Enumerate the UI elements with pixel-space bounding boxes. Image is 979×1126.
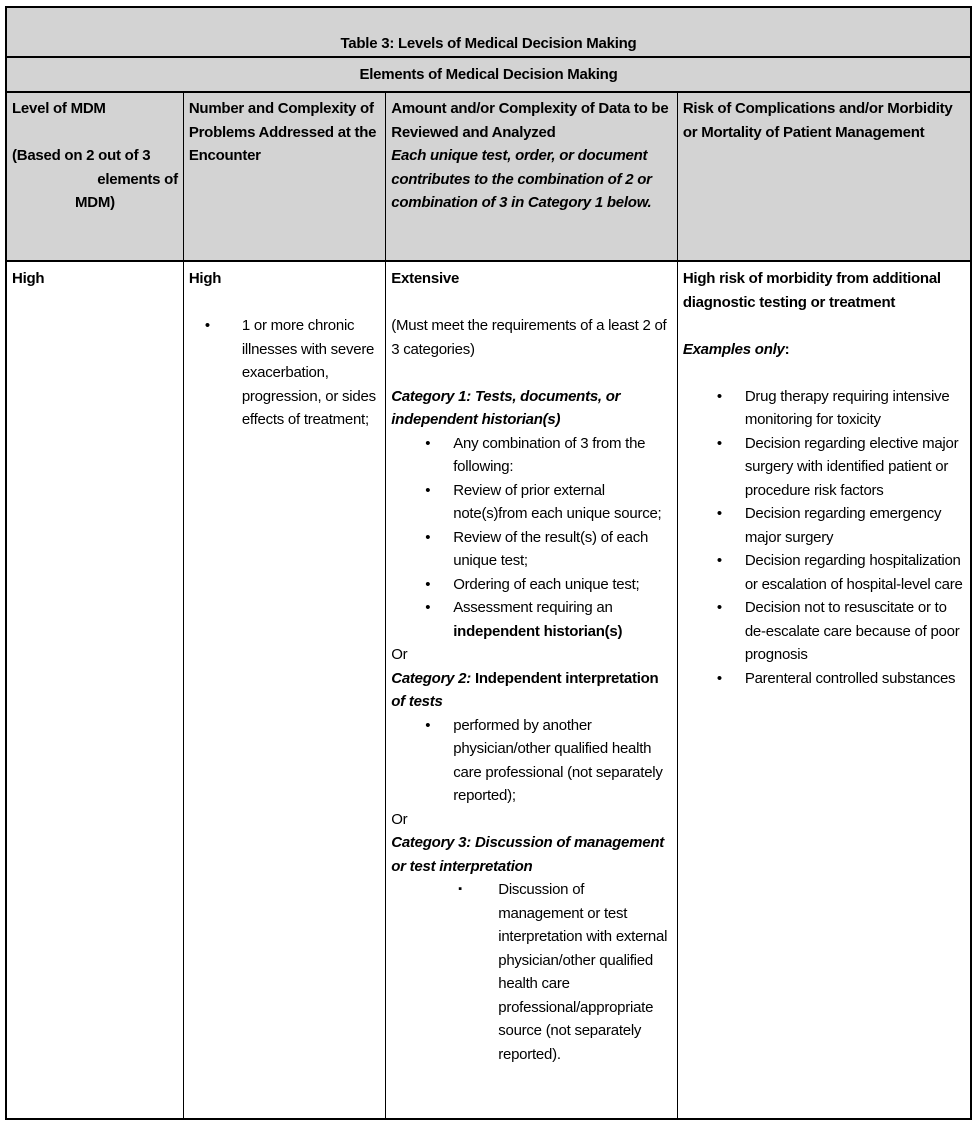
column-header-row <box>6 92 971 261</box>
text-run: High <box>188 270 222 287</box>
blank-line <box>189 291 380 315</box>
paragraph <box>12 168 178 192</box>
bullet-icon: • <box>716 387 722 405</box>
bullet-text <box>745 549 965 596</box>
paragraph <box>391 643 672 667</box>
text-run: Any combination of 3 from the following: <box>453 434 646 475</box>
table-row-high <box>6 261 971 1119</box>
bullet-icon: • <box>425 716 431 734</box>
bullet-item <box>391 596 672 643</box>
paragraph <box>189 267 380 291</box>
text-run: of tests <box>391 693 443 710</box>
bullet-item <box>391 878 672 1066</box>
paragraph <box>12 144 178 168</box>
text-run: performed by another physician/other qualified health care professional (not separately reported); <box>453 716 663 804</box>
bullet-item <box>683 667 965 691</box>
text-run: Drug therapy requiring intensive monitoring for toxicity <box>744 387 950 428</box>
bullet-text <box>745 502 965 549</box>
bullet-icon: • <box>716 434 722 452</box>
text-run: Assessment requiring an <box>453 599 613 616</box>
text-run: Decision regarding hospitalization or escalation of hospital-level care <box>744 552 963 593</box>
body-cell-risk <box>677 261 971 1119</box>
bullet-item <box>683 502 965 549</box>
body-cell-problems-addressed <box>183 261 385 1119</box>
bullet-item <box>391 714 672 808</box>
bullet-item <box>189 314 380 432</box>
text-run: Or <box>391 646 408 663</box>
bullet-icon: • <box>425 434 431 452</box>
bullet-text <box>453 479 672 526</box>
text-run: Ordering of each unique test; <box>453 575 640 593</box>
body-cell-level-of-mdm <box>6 261 183 1119</box>
text-run: (Based on 2 out of 3 <box>12 147 151 164</box>
text-run: Decision regarding emergency major surgery <box>744 505 942 546</box>
text-run: Examples only <box>682 340 785 358</box>
bullet-icon: • <box>425 575 431 593</box>
text-run: High <box>12 270 45 287</box>
text-run: Category 2: <box>391 669 475 687</box>
text-run: Independent interpretation <box>474 669 659 687</box>
bullet-item <box>391 479 672 526</box>
text-run: Review of the result(s) of each unique test; <box>453 528 649 569</box>
body-cell-data-reviewed <box>386 261 678 1119</box>
text-run: (Must meet the requirements of a least 2 of 3 categories) <box>391 317 667 358</box>
table-title-row <box>6 7 971 57</box>
text-run: Or <box>391 810 408 828</box>
paragraph <box>391 385 672 432</box>
text-run: Decision not to resuscitate or to de-escalate care because of poor prognosis <box>744 599 960 663</box>
text-run: Discussion of management or test interpretation with external physician/other qualified health care professional/appropriate source (not separately reported). <box>498 881 668 1063</box>
text-run: elements of <box>97 170 178 188</box>
paragraph <box>391 97 672 144</box>
bullet-text <box>745 385 965 432</box>
paragraph <box>12 97 178 121</box>
blank-line <box>391 291 672 315</box>
bullet-text <box>745 432 965 503</box>
paragraph <box>391 831 672 878</box>
bullet-icon: • <box>716 552 722 569</box>
paragraph <box>12 267 178 291</box>
text-run: : <box>784 340 790 358</box>
paragraph <box>683 97 965 144</box>
bullet-text <box>242 314 380 432</box>
bullet-text <box>745 667 965 691</box>
bullet-item <box>391 526 672 573</box>
bullet-icon: • <box>716 669 722 687</box>
bullet-text <box>498 878 672 1066</box>
bullet-icon: • <box>425 599 431 616</box>
paragraph <box>189 97 380 168</box>
bullet-icon: • <box>425 481 431 499</box>
blank-line <box>683 361 965 385</box>
bullet-item <box>683 549 965 596</box>
text-run: Each unique test, order, or document contributes to the combination of 2 or combination of 3 in Category 1 below. <box>391 147 652 211</box>
bullet-text <box>453 596 672 643</box>
paragraph <box>391 144 672 215</box>
text-run: Category 3: Discussion of management or test interpretation <box>391 834 664 875</box>
bullet-icon: • <box>716 599 722 616</box>
table-subtitle-row <box>6 57 971 92</box>
text-run: Risk of Complications and/or Morbidity or Mortality of Patient Management <box>682 100 953 141</box>
bullet-item <box>683 596 965 667</box>
text-run: Parenteral controlled substances <box>744 669 956 687</box>
bullet-text <box>745 596 965 667</box>
bullet-icon: • <box>204 317 210 334</box>
blank-line <box>683 314 965 338</box>
paragraph <box>683 267 965 314</box>
bullet-item <box>391 573 672 597</box>
text-run: Category 1: Tests, documents, or independent historian(s) <box>391 387 621 428</box>
bullet-icon: • <box>716 505 722 522</box>
header-cell-data-reviewed <box>386 92 678 261</box>
text-run: Extensive <box>391 270 460 287</box>
table-subtitle: Elements of Medical Decision Making <box>6 57 971 92</box>
paragraph <box>12 191 178 215</box>
bullet-icon: ▪ <box>458 883 462 895</box>
text-run: Level of MDM <box>12 100 106 117</box>
paragraph <box>391 267 672 291</box>
text-run: MDM) <box>75 194 115 211</box>
bullet-item <box>683 432 965 503</box>
bullet-icon: • <box>425 528 431 546</box>
bullet-text <box>453 526 672 573</box>
text-run: High risk of morbidity from additional diagnostic testing or treatment <box>682 270 941 311</box>
blank-line <box>391 361 672 385</box>
paragraph <box>391 667 672 714</box>
header-cell-risk <box>677 92 971 261</box>
text-run: independent historian(s) <box>453 622 623 640</box>
mdm-table <box>5 6 972 1120</box>
text-run: Amount and/or Complexity of Data to be Reviewed and Analyzed <box>391 100 669 141</box>
text-run: Decision regarding elective major surgery with identified patient or procedure risk factors <box>744 434 959 499</box>
header-cell-level-of-mdm <box>6 92 183 261</box>
text-run: Review of prior external note(s)from each unique source; <box>453 481 662 522</box>
paragraph <box>391 314 672 361</box>
text-run: 1 or more chronic illnesses with severe exacerbation, progression, or sides effects of treatment; <box>241 317 376 428</box>
text-run: Number and Complexity of Problems Addressed at the Encounter <box>188 100 377 164</box>
bullet-text <box>453 573 672 597</box>
paragraph <box>391 808 672 832</box>
header-cell-problems-addressed <box>183 92 385 261</box>
bullet-item <box>683 385 965 432</box>
bullet-text <box>453 714 672 808</box>
bullet-text <box>453 432 672 479</box>
table-title: Table 3: Levels of Medical Decision Making <box>6 7 971 57</box>
paragraph <box>683 338 965 362</box>
bullet-item <box>391 432 672 479</box>
blank-line <box>12 121 178 145</box>
